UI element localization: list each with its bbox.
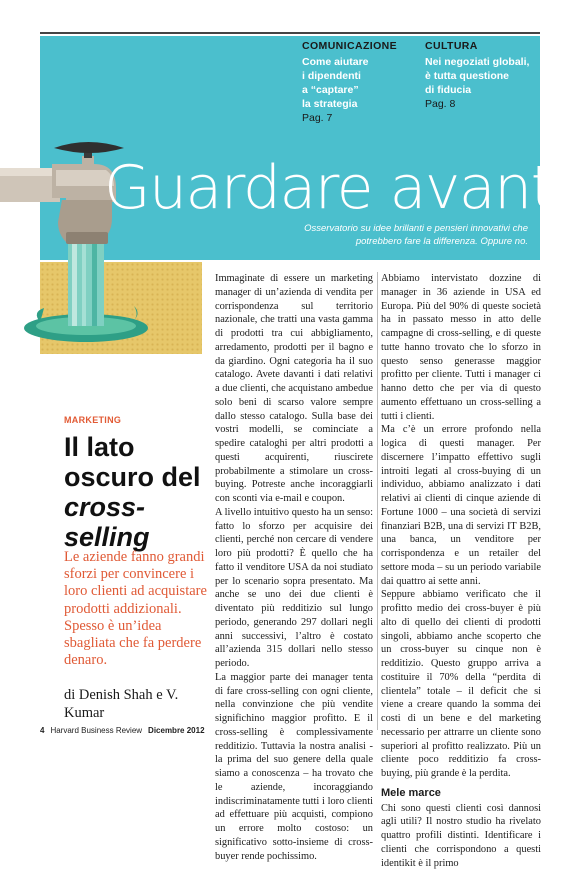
teaser-title: Nei negoziati globali, è tutta questione di fiducia [425,55,540,97]
body-paragraph: Chi sono questi clienti così dannosi agli utili? Il nostro studio ha rivelato quattro profili distinti. Identificare i clienti che corrispondono a questi identikit è il primo [381,802,541,870]
teaser-cultura[interactable] [425,40,540,111]
article-headline [64,432,214,552]
page-title: Guardare avanti [104,158,568,218]
body-paragraph: Ma c’è un errore profondo nella logica di questi manager. Per discernere l’impatto effettivo sugli introiti legati al cross-buying di un individuo, abbiamo analizzato i dati relativi ai clienti di cinque aziende di Fortune 1000 – una società di servizi finanziari B2B, una di servizi IT B2B, una banca, un venditore per corrispondenza e un retailer del settore moda – su un periodo variabile dai quattro ai sette anni. [381,423,541,588]
teaser-category: COMUNICAZIONE [302,40,412,52]
body-paragraph: Immaginate di essere un marketing manager di un’azienda di vendita per corrispondenza sul territorio nazionale, che tratti una vasta gamma di prodotti tra cui abbigliamento, arredamento, prodotti per il bagno e da giardino. Ogni categoria ha il suo catalogo. Avete davanti i dati relativi a due clienti, che acquistano ambedue solo beni di scarso valore sempre dallo stesso catalogo. Sulla base dei vostri modelli, se cominciate a spedire cataloghi per altri prodotti a questi acquirenti, riuscirete probabilmente a stimolare un cross-buying. Potreste anche incoraggiarli con sconti via e-mail e coupon. [215,272,373,506]
body-paragraph: Seppure abbiamo verificato che il profitto medio dei cross-buyer è più alto di quello dei clienti di prodotti singoli, abbiamo anche scoperto che un cross-buyer su cinque non è redditizio. Questo gruppo arriva a costituire il 70% della “perdita di clientela” totale – il deficit che si viene a creare quando la somma dei costi di un bene e del marketing necessario per attrarre un cliente sono superiori al profitto realizzato. Più un cliente poco redditizio fa cross-buying, più grande è la perdita. [381,588,541,781]
body-paragraph: La maggior parte dei manager tenta di fare cross-selling con ogni cliente, nella convinzione che più vendite significhino maggior profitto. E il cross-selling è complessivamente redditizio. Tuttavia la nostra analisi - la prima del suo genere della quale siamo a conoscenza – ha trovato che le aziende, incoraggiando indiscriminatamente tutti i loro clienti ad effettuare più acquisti, compiono un errore molto costoso: un significativo sotto-insieme di cross-buyer rende pochissimo. [215,671,373,864]
top-rule [40,32,540,34]
body-column-2 [381,272,541,732]
section-tag: MARKETING [64,415,121,425]
article-deck: Le aziende fanno grandi sforzi per convincere i loro clienti ad acquistare prodotti addizionali. Spesso è un’idea sbagliata che fa perdere denaro. [64,549,214,669]
body-column-1 [215,272,373,732]
subhead: Mele marce [381,787,541,801]
teaser-page: Pag. 7 [302,111,412,125]
body-paragraph: A livello intuitivo questo ha un senso: fatto lo sforzo per acquisire dei clienti, perché non cercare di vendere loro più prodotti? È quello che ha fatto il venditore USA da noi studiato per lo scenario sopra presentato. Ma anche se uno dei due clienti è diventato più redditizio sul lungo periodo, generando 297 dollari negli anni successivi, l’altro è costato all’azienda 315 dollari nello stesso periodo. [215,506,373,671]
headline-italic: cross-selling [64,492,150,552]
body-paragraph: Abbiamo intervistato dozzine di manager in 36 aziende in USA ed Europa. Più del 90% di queste società ha in passato messo in atto delle campagne di cross-selling, e di queste tutte hanno trovato che lo sforzo in questo senso generasse maggior profitto per cliente. Tutti i manager ci hanno detto che per via di questo aumento effettuano un cross-selling a tutti i clienti. [381,272,541,423]
column-divider [377,272,378,730]
page-footer [40,726,205,735]
issue-date: Dicembre 2012 [148,726,204,735]
teaser-category: CULTURA [425,40,540,52]
headline-text: Il lato oscuro del [64,432,201,492]
teaser-comunicazione[interactable] [302,40,412,125]
page-subtitle: Osservatorio su idee brillanti e pensieri innovativi che potrebbero fare la differenza. Oppure no. [268,222,528,248]
teaser-title: Come aiutare i dipendenti a “captare” la strategia [302,55,412,111]
article-byline: di Denish Shah e V. Kumar [64,687,214,722]
water-tap-illustration [0,100,210,360]
magazine-name: Harvard Business Review [50,726,142,735]
teaser-page: Pag. 8 [425,97,540,111]
page-number: 4 [40,726,44,735]
